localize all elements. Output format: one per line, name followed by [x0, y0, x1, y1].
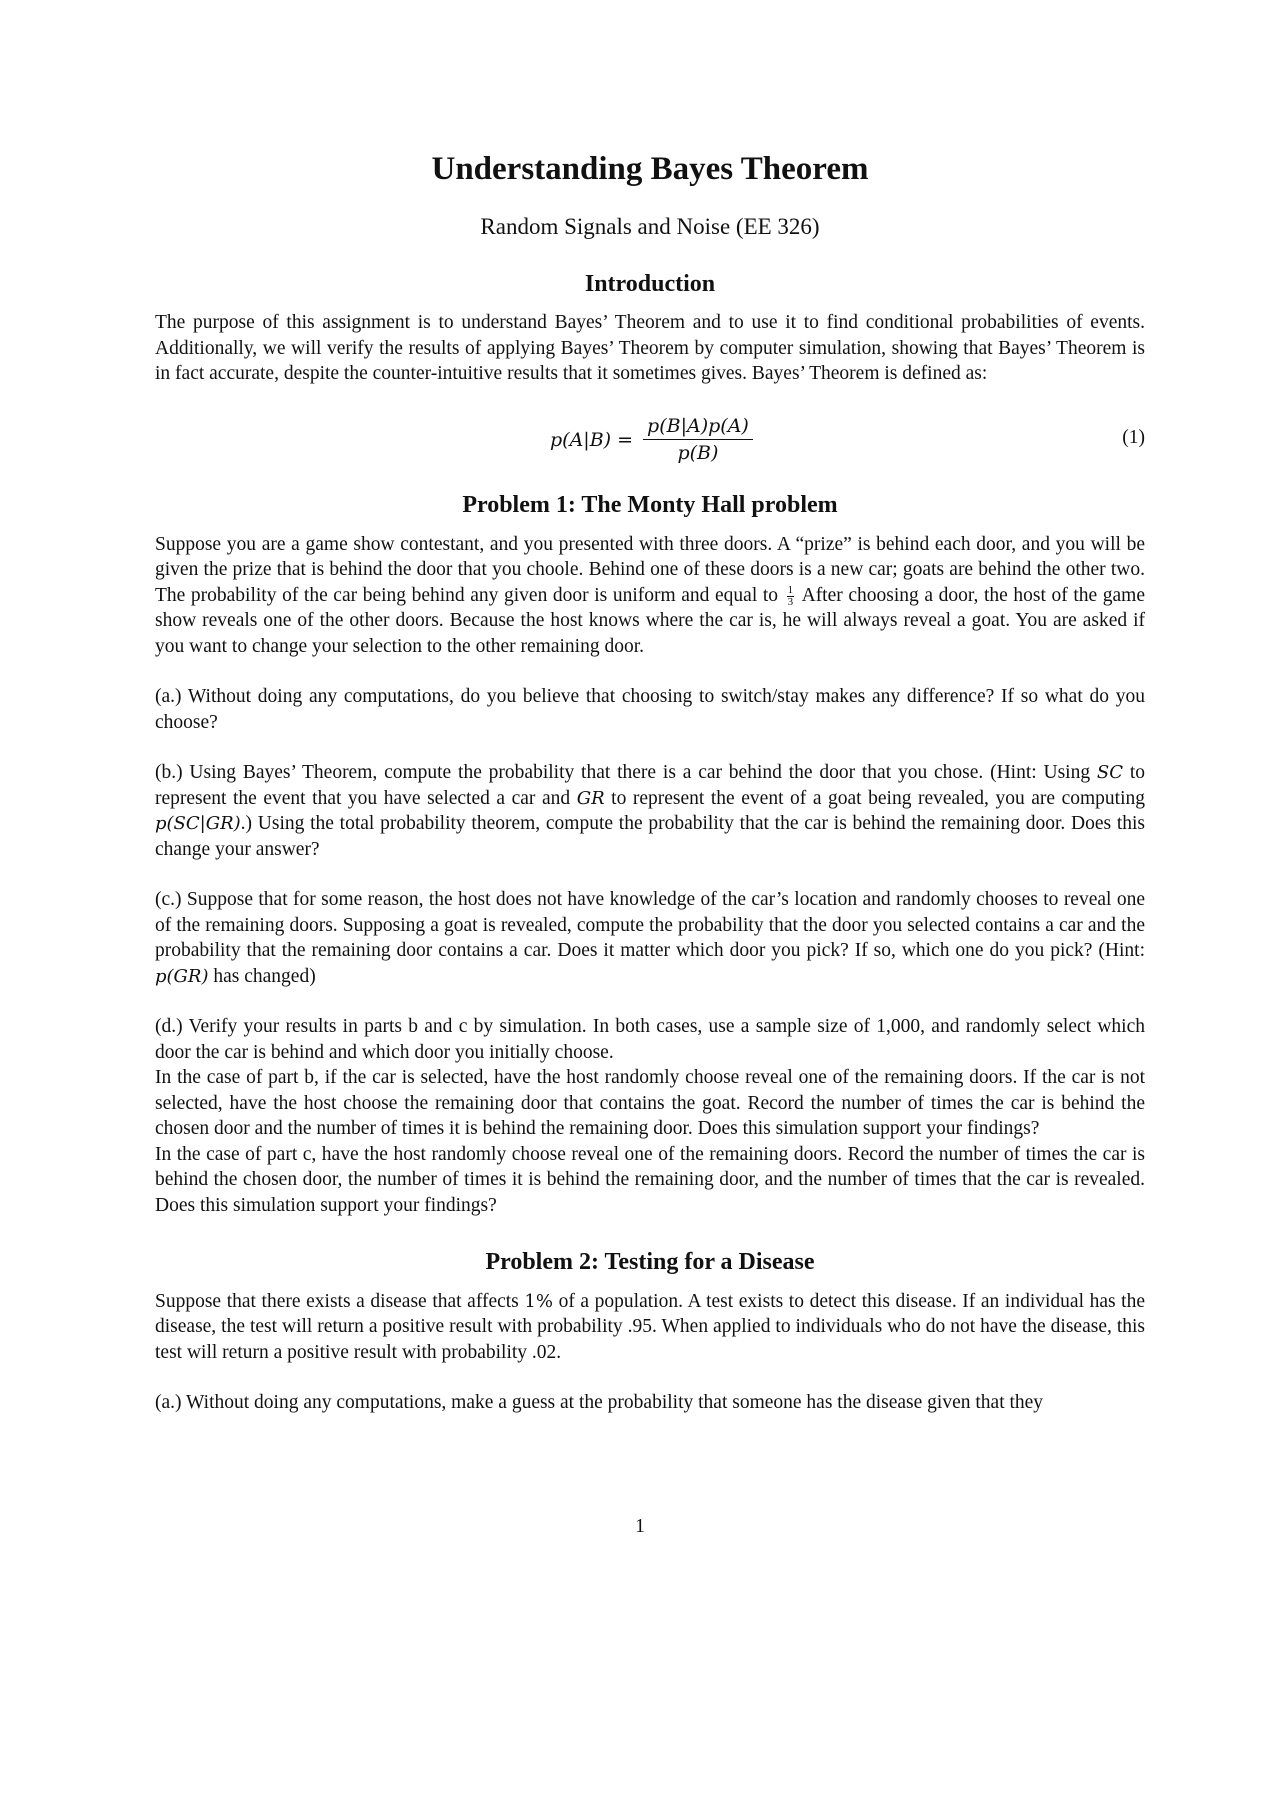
part-c-text-2: has changed) [213, 965, 316, 987]
part-b-text-2: to represent the event that you have selected a car and [155, 762, 1146, 809]
part-b-gr-symbol: GR [576, 787, 605, 809]
page-number: 1 [635, 1516, 645, 1537]
problem2-percentage: 1% [524, 1290, 553, 1312]
one-third-fraction [787, 585, 795, 608]
problem1-part-c [155, 887, 1145, 989]
problem2-intro [155, 1289, 1145, 1366]
problem2-intro-text-2: of a population. A test exists to detect this disease. If an individual has the disease, the test will return a positive result with probability .95. When applied to individuals who do not have the disease, this test will return a positive result with probability .02. [155, 1290, 1146, 1363]
problem1-intro [155, 532, 1145, 660]
problem2-intro-text-1: Suppose that there exists a disease that affects [155, 1290, 519, 1312]
part-b-text-3: to represent the event of a goat being revealed, you are computing [611, 787, 1146, 809]
bayes-equation [155, 409, 1145, 471]
part-c-expression: p(GR) [155, 965, 209, 987]
problem1-intro-part2: After choosing a door, the host of the game show reveals one of the other doors. Because the host knows where the car is, he will always reveal a goat. You are asked if you want to change your selection to the other remaining door. [155, 584, 1145, 657]
equation-number: (1) [1122, 426, 1145, 448]
introduction-text: The purpose of this assignment is to understand Bayes’ Theorem and to use it to find conditional probabilities of events. Additionally, we will verify the results of applying Bayes’ Theorem by computer simulation, showing that Bayes’ Theorem is in fact accurate, despite the counter-intuitive results that it sometimes gives. Bayes’ Theorem is defined as: [155, 312, 1145, 385]
problem1-heading: Problem 1: The Monty Hall problem [462, 491, 838, 518]
part-b-sc-symbol: SC [1096, 762, 1124, 784]
problem2-heading: Problem 2: Testing for a Disease [485, 1249, 815, 1276]
fraction-numerator: 1 [787, 583, 794, 596]
introduction-heading: Introduction [584, 270, 716, 297]
problem1-part-b [155, 760, 1145, 862]
problem1-part-a: (a.) Without doing any computations, do you believe that choosing to switch/stay makes any difference? If so what do you choose? [155, 686, 1145, 733]
document-subtitle: Random Signals and Noise (EE 326) [480, 213, 820, 239]
problem1-part-d-2: In the case of part b, if the car is selected, have the host randomly choose reveal one of the remaining doors. If the car is not selected, have the host choose the remaining door that contains the goat. Record the number of times the car is behind the chosen door and the number of times it is behind the remaining door. Does this simulation support your findings? [155, 1067, 1145, 1140]
part-b-text-1: (b.) Using Bayes’ Theorem, compute the probability that there is a car behind the door that you chose. (Hint: Using [155, 762, 1091, 784]
part-c-text-1: (c.) Suppose that for some reason, the host does not have knowledge of the car’s location and randomly chooses to reveal one of the remaining doors. Supposing a goat is revealed, compute the probability that the door you selected contains a car and the probability that the remaining door contains a car. Does it matter which door you pick? If so, which one do you pick? (Hint: [155, 889, 1145, 962]
document-title: Understanding Bayes Theorem [431, 151, 869, 187]
fraction-denominator: 3 [787, 595, 794, 608]
problem1-part-d-1: (d.) Verify your results in parts b and c by simulation. In both cases, use a sample size of 1,000, and randomly select which door the car is behind and which door you initially choose. [155, 1016, 1145, 1063]
problem1-part-d-3: In the case of part c, have the host randomly choose reveal one of the remaining doors. Record the number of times the car is behind the chosen door, the number of times it is behind the remaining door, and the number of times that the car is revealed. Does this simulation support your findings? [155, 1143, 1145, 1216]
equation-fraction [643, 415, 753, 464]
part-b-expression: p(SC|GR) [155, 813, 241, 835]
problem2-part-a: (a.) Without doing any computations, make a guess at the probability that someone has the disease given that they [155, 1392, 1044, 1414]
equation-numerator: p(B|A)p(A) [643, 415, 753, 440]
document-page [155, 150, 1145, 1416]
equation-denominator: p(B) [677, 442, 719, 465]
equation-lhs: p(A|B) = [550, 428, 634, 451]
problem1-intro-part1: Suppose you are a game show contestant, and you presented with three doors. A “prize” is behind each door, and you will be given the prize that is behind the door that you choole. Behind one of these doors is a new car; goats are behind the other two. The probability of the car being behind any given door is uniform and equal to [155, 533, 1145, 606]
part-b-text-4: .) Using the total probability theorem, compute the probability that the car is behind the remaining door. Does this change your answer? [155, 813, 1145, 860]
